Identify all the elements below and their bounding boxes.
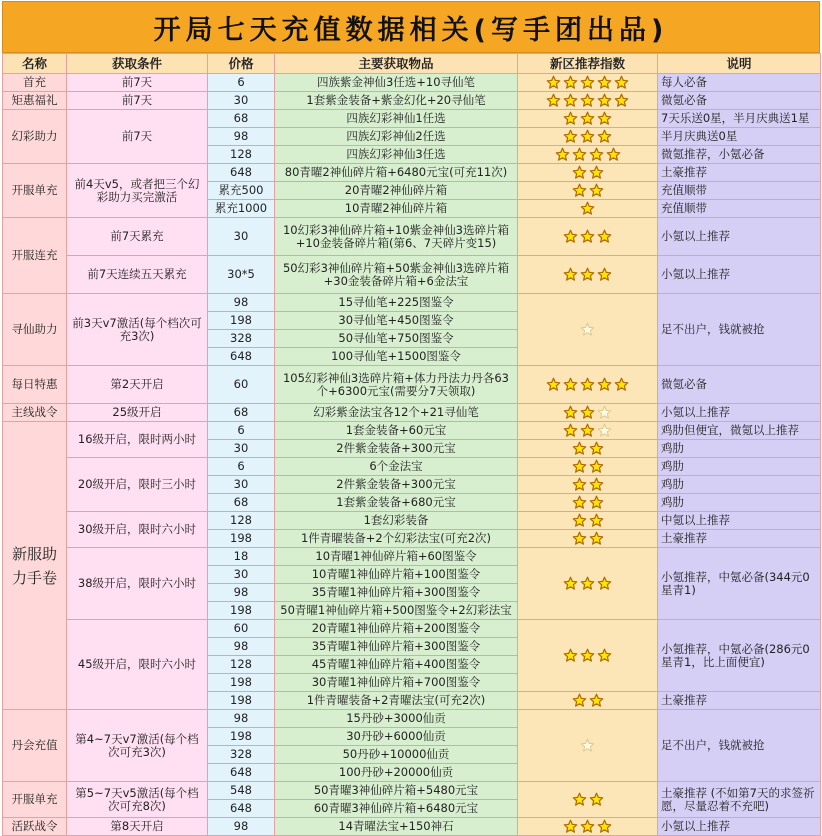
price-cell: 198	[208, 530, 275, 548]
rating-cell	[518, 182, 658, 200]
star-icon	[597, 576, 612, 591]
items-cell: 35青曜1神仙碎片箱+300图鉴令	[275, 638, 518, 656]
star-icon	[597, 377, 612, 392]
table-row	[3, 366, 821, 404]
name-cell: 丹会充值	[3, 710, 67, 782]
name-cell: 首充	[3, 74, 67, 92]
price-cell: 548	[208, 782, 275, 800]
condition-cell: 16级开启，限时两小时	[67, 422, 208, 458]
star-icon	[572, 459, 587, 474]
price-cell: 18	[208, 548, 275, 566]
price-cell: 30*5	[208, 256, 275, 294]
table-row	[3, 110, 821, 128]
star-icon	[589, 183, 604, 198]
star-icon	[563, 405, 578, 420]
price-cell: 30	[208, 440, 275, 458]
items-cell: 50幻彩3神仙碎片箱+50紫金神仙3选碎片箱+30金装备碎片箱+6金法宝	[275, 256, 518, 294]
condition-cell: 前7天连续五天累充	[67, 256, 208, 294]
name-cell: 寻仙助力	[3, 294, 67, 366]
price-cell: 累充1000	[208, 200, 275, 218]
name-cell: 幻彩助力	[3, 110, 67, 164]
items-cell: 30丹砂+6000仙贡	[275, 728, 518, 746]
items-cell: 30青曜1神仙碎片箱+700图鉴令	[275, 674, 518, 692]
star-icon	[563, 111, 578, 126]
notes-cell: 7天乐送0星，半月庆典送1星	[658, 110, 821, 128]
price-cell: 6	[208, 422, 275, 440]
price-cell: 98	[208, 710, 275, 728]
condition-cell: 38级开启，限时六小时	[67, 548, 208, 620]
header-name: 名称	[3, 54, 67, 74]
items-cell: 1套幻彩装备	[275, 512, 518, 530]
items-cell: 6个金法宝	[275, 458, 518, 476]
rating-cell	[518, 404, 658, 422]
star-icon	[563, 75, 578, 90]
rating-cell	[518, 164, 658, 182]
items-cell: 四族紫金神仙3任选+10寻仙笔	[275, 74, 518, 92]
star-icon	[597, 129, 612, 144]
condition-cell: 前7天累充	[67, 218, 208, 256]
condition-cell: 20级开启，限时三小时	[67, 458, 208, 512]
star-icon	[580, 229, 595, 244]
condition-cell: 45级开启，限时六小时	[67, 620, 208, 710]
star-icon	[572, 531, 587, 546]
items-cell: 2件紫金装备+300元宝	[275, 440, 518, 458]
items-cell: 四族幻彩神仙1任选	[275, 110, 518, 128]
star-icon	[589, 693, 604, 708]
items-cell: 10青曜2神仙碎片箱	[275, 200, 518, 218]
price-cell: 648	[208, 164, 275, 182]
rating-cell	[518, 710, 658, 782]
star-icon	[546, 377, 561, 392]
rating-cell	[518, 818, 658, 836]
items-cell: 幻彩紫金法宝各12个+21寻仙笔	[275, 404, 518, 422]
star-icon	[597, 229, 612, 244]
price-cell: 198	[208, 602, 275, 620]
star-icon	[589, 459, 604, 474]
table-row	[3, 818, 821, 836]
condition-cell: 前7天	[67, 74, 208, 92]
star-icon	[597, 111, 612, 126]
notes-cell: 土豪推荐 (不如第7天的求签祈愿，尽量忍着不充吧)	[658, 782, 821, 818]
price-cell: 30	[208, 218, 275, 256]
price-cell: 98	[208, 294, 275, 312]
star-icon	[606, 147, 621, 162]
star-icon	[589, 531, 604, 546]
items-cell: 45青曜1神仙碎片箱+400图鉴令	[275, 656, 518, 674]
star-icon	[589, 513, 604, 528]
items-cell: 20青曜1神仙碎片箱+200图鉴令	[275, 620, 518, 638]
notes-cell: 鸡肋	[658, 476, 821, 494]
items-cell: 10青曜1神仙碎片箱+60图鉴令	[275, 548, 518, 566]
items-cell: 1套金装备+60元宝	[275, 422, 518, 440]
notes-cell: 土豪推荐	[658, 530, 821, 548]
star-icon	[589, 165, 604, 180]
price-cell: 648	[208, 800, 275, 818]
rating-cell	[518, 92, 658, 110]
notes-cell: 鸡肋但便宜，微氪以上推荐	[658, 422, 821, 440]
star-icon	[580, 129, 595, 144]
notes-cell: 足不出户，钱就被抢	[658, 710, 821, 782]
star-icon	[597, 75, 612, 90]
items-cell: 15丹砂+3000仙贡	[275, 710, 518, 728]
price-cell: 68	[208, 494, 275, 512]
star-icon	[572, 693, 587, 708]
items-cell: 10青曜1神仙碎片箱+100图鉴令	[275, 566, 518, 584]
table-body	[3, 74, 821, 836]
page-title: 开局七天充值数据相关(写手团出品)	[2, 1, 820, 53]
notes-cell: 充值顺带	[658, 200, 821, 218]
table-row	[3, 404, 821, 422]
items-cell: 80青曜2神仙碎片箱+6480元宝(可充11次)	[275, 164, 518, 182]
table-row	[3, 548, 821, 566]
name-cell: 主线战令	[3, 404, 67, 422]
price-cell: 198	[208, 674, 275, 692]
rating-cell	[518, 548, 658, 620]
sheet	[2, 1, 820, 831]
star-icon	[580, 648, 595, 663]
notes-cell: 小氪推荐，中氪必备(344元0星青1)	[658, 548, 821, 620]
items-cell: 14青曜法宝+150神石	[275, 818, 518, 836]
star-icon	[572, 165, 587, 180]
price-cell: 98	[208, 638, 275, 656]
items-cell: 1件青曜装备+2个幻彩法宝(可充2次)	[275, 530, 518, 548]
rating-cell	[518, 620, 658, 692]
star-icon	[580, 576, 595, 591]
price-cell: 198	[208, 728, 275, 746]
price-cell: 6	[208, 74, 275, 92]
star-icon	[563, 576, 578, 591]
table-row	[3, 512, 821, 530]
notes-cell: 小氪以上推荐	[658, 818, 821, 836]
empty-star-icon	[597, 405, 612, 420]
name-cell: 新服助力手卷	[3, 422, 67, 710]
condition-cell: 第8天开启	[67, 818, 208, 836]
star-icon	[580, 93, 595, 108]
header-condition: 获取条件	[67, 54, 208, 74]
rating-cell	[518, 128, 658, 146]
star-icon	[572, 477, 587, 492]
items-cell: 2件紫金装备+300元宝	[275, 476, 518, 494]
items-cell: 四族幻彩神仙2任选	[275, 128, 518, 146]
condition-cell: 第4~7天v7激活(每个档次可充3次)	[67, 710, 208, 782]
items-cell: 1套紫金装备+紫金幻化+20寻仙笔	[275, 92, 518, 110]
table-row	[3, 92, 821, 110]
price-cell: 30	[208, 92, 275, 110]
notes-cell: 土豪推荐	[658, 692, 821, 710]
rating-cell	[518, 476, 658, 494]
price-cell: 198	[208, 312, 275, 330]
price-cell: 68	[208, 110, 275, 128]
rating-cell	[518, 530, 658, 548]
notes-cell: 每人必备	[658, 74, 821, 92]
rating-cell	[518, 422, 658, 440]
items-cell: 50青曜3神仙碎片箱+5480元宝	[275, 782, 518, 800]
notes-cell: 微氪必备	[658, 366, 821, 404]
header-items: 主要获取物品	[275, 54, 518, 74]
table-row	[3, 218, 821, 256]
star-icon	[580, 201, 595, 216]
star-icon	[580, 423, 595, 438]
notes-cell: 鸡肋	[658, 494, 821, 512]
notes-cell: 小氪以上推荐	[658, 218, 821, 256]
star-icon	[563, 423, 578, 438]
rating-cell	[518, 692, 658, 710]
notes-cell: 鸡肋	[658, 440, 821, 458]
name-cell: 开服连充	[3, 218, 67, 294]
rating-cell	[518, 440, 658, 458]
header-notes: 说明	[658, 54, 821, 74]
star-icon	[589, 477, 604, 492]
rating-cell	[518, 256, 658, 294]
star-icon	[597, 267, 612, 282]
header-rating: 新区推荐指数	[518, 54, 658, 74]
star-icon	[572, 495, 587, 510]
notes-cell: 小氪以上推荐	[658, 404, 821, 422]
star-icon	[555, 147, 570, 162]
rating-cell	[518, 494, 658, 512]
rating-cell	[518, 200, 658, 218]
condition-cell: 前4天v5，或者把三个幻彩助力买完激活	[67, 164, 208, 218]
rating-cell	[518, 458, 658, 476]
condition-cell: 30级开启，限时六小时	[67, 512, 208, 548]
items-cell: 100寻仙笔+1500图鉴令	[275, 348, 518, 366]
star-icon	[597, 93, 612, 108]
table-row	[3, 256, 821, 294]
name-cell: 矩惠福礼	[3, 92, 67, 110]
price-cell: 6	[208, 458, 275, 476]
price-cell: 68	[208, 404, 275, 422]
price-cell: 128	[208, 146, 275, 164]
rating-cell	[518, 146, 658, 164]
price-cell: 198	[208, 692, 275, 710]
star-icon	[563, 267, 578, 282]
empty-star-icon	[580, 322, 595, 337]
price-cell: 98	[208, 128, 275, 146]
items-cell: 50寻仙笔+750图鉴令	[275, 330, 518, 348]
table-row	[3, 458, 821, 476]
star-icon	[546, 75, 561, 90]
price-cell: 30	[208, 476, 275, 494]
table-row	[3, 164, 821, 182]
star-icon	[589, 147, 604, 162]
star-icon	[563, 229, 578, 244]
notes-cell: 小氪推荐，中氪必备(286元0星青1，比上面便宜)	[658, 620, 821, 692]
price-cell: 328	[208, 330, 275, 348]
star-icon	[572, 792, 587, 807]
notes-cell: 鸡肋	[658, 458, 821, 476]
condition-cell: 25级开启	[67, 404, 208, 422]
price-cell: 30	[208, 566, 275, 584]
star-icon	[589, 441, 604, 456]
notes-cell: 足不出户，钱就被抢	[658, 294, 821, 366]
price-cell: 60	[208, 366, 275, 404]
items-cell: 100丹砂+20000仙贡	[275, 764, 518, 782]
items-cell: 1件青曜装备+2青曜法宝(可充2次)	[275, 692, 518, 710]
items-cell: 20青曜2神仙碎片箱	[275, 182, 518, 200]
rating-cell	[518, 294, 658, 366]
condition-cell: 第5~7天v5激活(每个档次可充8次)	[67, 782, 208, 818]
notes-cell: 小氪以上推荐	[658, 256, 821, 294]
table-row	[3, 422, 821, 440]
star-icon	[580, 111, 595, 126]
table-row	[3, 710, 821, 728]
star-icon	[572, 147, 587, 162]
price-cell: 60	[208, 620, 275, 638]
notes-cell: 中氪以上推荐	[658, 512, 821, 530]
empty-star-icon	[580, 738, 595, 753]
star-icon	[572, 513, 587, 528]
condition-cell: 前7天	[67, 110, 208, 164]
price-cell: 累充500	[208, 182, 275, 200]
price-cell: 328	[208, 746, 275, 764]
star-icon	[563, 377, 578, 392]
star-icon	[563, 129, 578, 144]
star-icon	[580, 377, 595, 392]
name-cell: 每日特惠	[3, 366, 67, 404]
star-icon	[589, 792, 604, 807]
notes-cell: 半月庆典送0星	[658, 128, 821, 146]
star-icon	[563, 648, 578, 663]
items-cell: 15寻仙笔+225图鉴令	[275, 294, 518, 312]
star-icon	[597, 648, 612, 663]
items-cell: 35青曜1神仙碎片箱+300图鉴令	[275, 584, 518, 602]
star-icon	[614, 93, 629, 108]
condition-cell: 第2天开启	[67, 366, 208, 404]
star-icon	[614, 377, 629, 392]
name-cell: 活跃战令	[3, 818, 67, 836]
star-icon	[580, 405, 595, 420]
rating-cell	[518, 512, 658, 530]
recharge-table	[2, 53, 821, 836]
star-icon	[580, 267, 595, 282]
items-cell: 60青曜3神仙碎片箱+6480元宝	[275, 800, 518, 818]
condition-cell: 前7天	[67, 92, 208, 110]
rating-cell	[518, 74, 658, 92]
star-icon	[614, 75, 629, 90]
notes-cell: 微氪必备	[658, 92, 821, 110]
items-cell: 105幻彩神仙3选碎片箱+体力丹法力丹各63个+6300元宝(需要分7天领取)	[275, 366, 518, 404]
rating-cell	[518, 110, 658, 128]
star-icon	[563, 93, 578, 108]
star-icon	[546, 93, 561, 108]
empty-star-icon	[597, 423, 612, 438]
notes-cell: 土豪推荐	[658, 164, 821, 182]
table-row	[3, 74, 821, 92]
price-cell: 128	[208, 512, 275, 530]
name-cell: 开服单充	[3, 164, 67, 218]
table-row	[3, 294, 821, 312]
table-row	[3, 782, 821, 800]
price-cell: 648	[208, 348, 275, 366]
star-icon	[572, 441, 587, 456]
items-cell: 30寻仙笔+450图鉴令	[275, 312, 518, 330]
table-header-row	[3, 54, 821, 74]
header-price: 价格	[208, 54, 275, 74]
notes-cell: 微氪推荐，小氪必备	[658, 146, 821, 164]
price-cell: 98	[208, 584, 275, 602]
items-cell: 1套紫金装备+680元宝	[275, 494, 518, 512]
price-cell: 98	[208, 818, 275, 836]
name-cell: 开服单充	[3, 782, 67, 818]
condition-cell: 前3天v7激活(每个档次可充3次)	[67, 294, 208, 366]
items-cell: 50青曜1神仙碎片箱+500图鉴令+2幻彩法宝	[275, 602, 518, 620]
star-icon	[589, 495, 604, 510]
rating-cell	[518, 366, 658, 404]
notes-cell: 充值顺带	[658, 182, 821, 200]
table-row	[3, 620, 821, 638]
items-cell: 四族幻彩神仙3任选	[275, 146, 518, 164]
star-icon	[572, 183, 587, 198]
items-cell: 10幻彩3神仙碎片箱+10紫金神仙3选碎片箱+10金装备碎片箱(第6、7天碎片变15)	[275, 218, 518, 256]
price-cell: 648	[208, 764, 275, 782]
items-cell: 50丹砂+10000仙贡	[275, 746, 518, 764]
rating-cell	[518, 782, 658, 818]
star-icon	[580, 75, 595, 90]
rating-cell	[518, 218, 658, 256]
price-cell: 128	[208, 656, 275, 674]
